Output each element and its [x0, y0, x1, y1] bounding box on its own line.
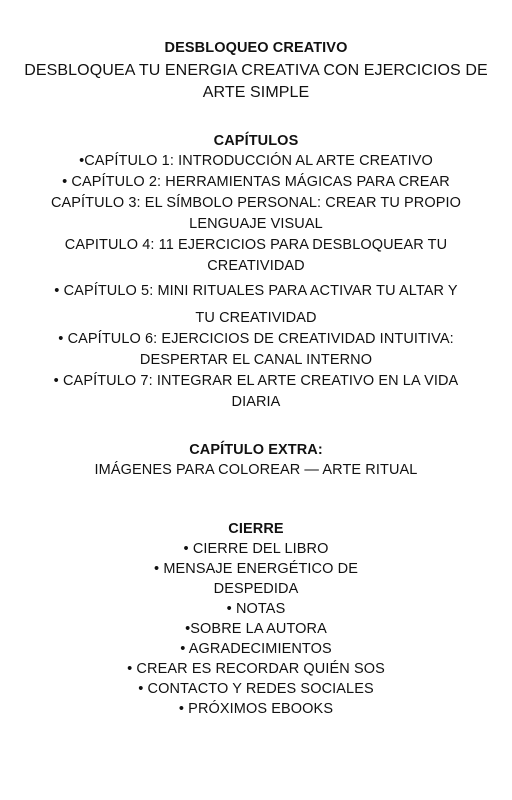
chapter-line: TU CREATIVIDAD [195, 310, 317, 326]
chapter-line: • CAPÍTULO 7: INTEGRAR EL ARTE CREATIVO EN LA VIDA [53, 373, 459, 389]
subtitle-line-1: DESBLOQUEA TU ENERGIA CREATIVA CON EJERCICIOS DE [24, 62, 488, 79]
chapter-line: •CAPÍTULO 1: INTRODUCCIÓN AL ARTE CREATIVO [79, 153, 433, 169]
extra-chapter-heading: CAPÍTULO EXTRA: [189, 442, 323, 458]
chapter-line: DESPERTAR EL CANAL INTERNO [139, 352, 373, 368]
closing-line: • AGRADECIMIENTOS [180, 641, 332, 657]
chapter-line: DIARIA [231, 394, 281, 410]
book-title: DESBLOQUEO CREATIVO [164, 40, 348, 56]
chapter-line: LENGUAJE VISUAL [189, 216, 323, 232]
chapter-line: CREATIVIDAD [207, 258, 305, 274]
chapters-heading: CAPÍTULOS [213, 133, 299, 149]
closing-line: • NOTAS [226, 601, 286, 617]
closing-line: • CIERRE DEL LIBRO [183, 541, 329, 557]
chapter-line: CAPÍTULO 3: EL SÍMBOLO PERSONAL: CREAR TU PROPIO [50, 195, 462, 211]
chapter-line: • CAPÍTULO 2: HERRAMIENTAS MÁGICAS PARA CREAR [62, 174, 450, 190]
closing-line: •SOBRE LA AUTORA [185, 621, 327, 637]
extra-chapter-line: IMÁGENES PARA COLOREAR — ARTE RITUAL [94, 462, 418, 478]
closing-line: • CONTACTO Y REDES SOCIALES [138, 681, 374, 697]
chapter-line: • CAPÍTULO 5: MINI RITUALES PARA ACTIVAR TU ALTAR Y [54, 283, 458, 299]
subtitle-line-2: ARTE SIMPLE [202, 84, 310, 101]
chapter-line: CAPITULO 4: 11 EJERCICIOS PARA DESBLOQUEAR TU [64, 237, 448, 253]
closing-heading: CIERRE [228, 521, 284, 537]
closing-line: • PRÓXIMOS EBOOKS [178, 701, 334, 717]
closing-line: • CREAR ES RECORDAR QUIÉN SOS [127, 661, 385, 677]
closing-line: DESPEDIDA [213, 581, 299, 597]
chapter-line: • CAPÍTULO 6: EJERCICIOS DE CREATIVIDAD INTUITIVA: [58, 331, 454, 347]
closing-line: • MENSAJE ENERGÉTICO DE [154, 561, 358, 577]
